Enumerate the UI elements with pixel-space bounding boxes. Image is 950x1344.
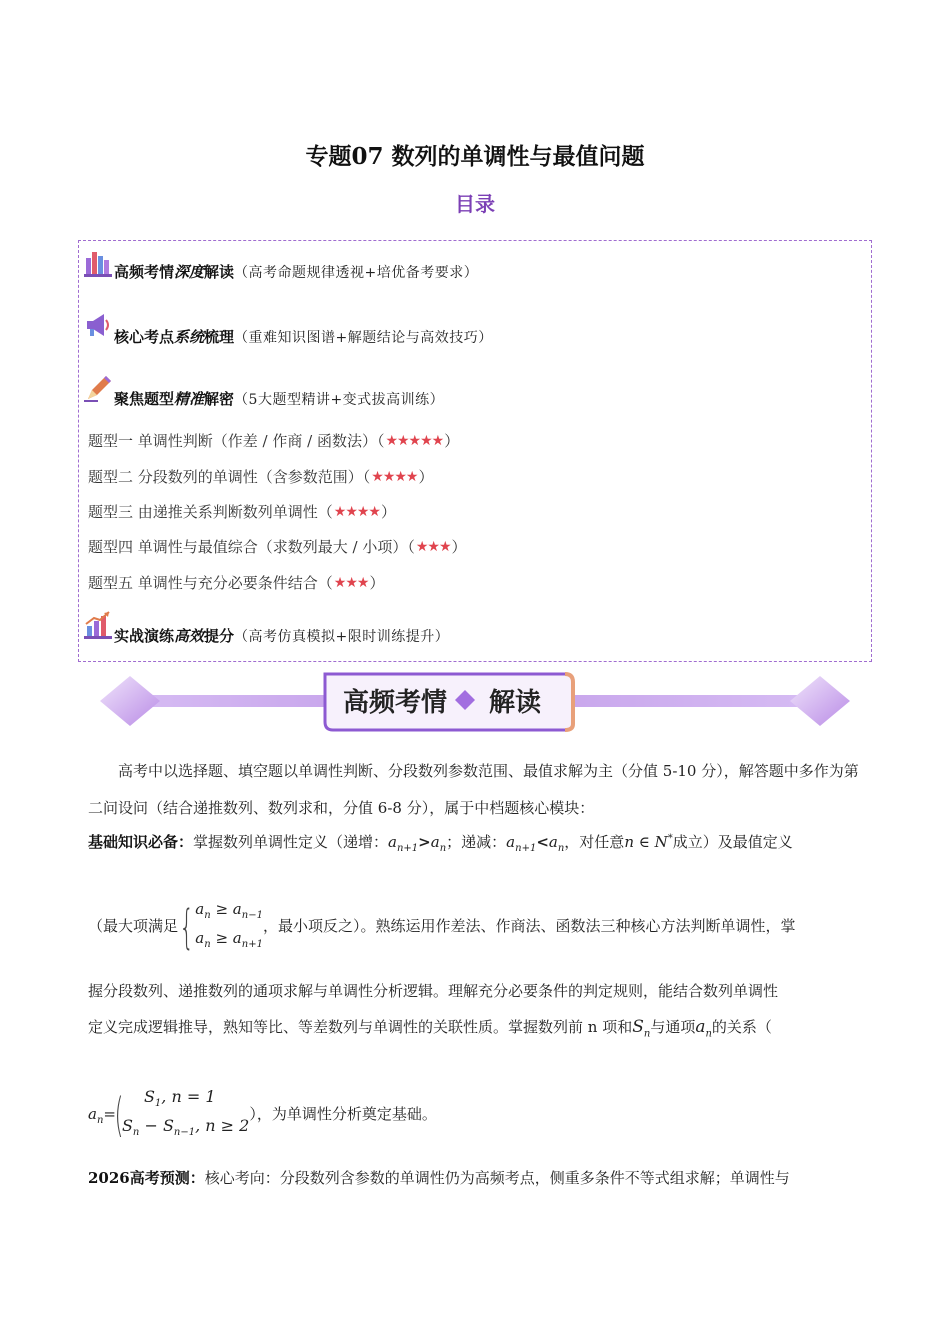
basics-paragraph-line3: 握分段数列、递推数列的通项求解与单调性分析逻辑。理解充分必要条件的判定规则，能结合数列单调性	[88, 982, 779, 1000]
banner-title-right: 解读	[489, 688, 542, 718]
basics-paragraph-line1: 基础知识必备：掌握数列单调性定义（递增：$a_{n+1}>a_n$；递减：$a_{n+1}<a_n$，对任意n ∈ N*成立）及最值定义	[88, 833, 793, 854]
toc-item-type-2[interactable]: 题型二 分段数列的单调性（含参数范围）（ ★★★★ ）	[88, 468, 434, 486]
toc-section-heading: 实战演练高效提分	[114, 627, 235, 645]
star-rating: ★★★	[333, 574, 369, 591]
pencil-icon	[84, 373, 112, 403]
basics-paragraph-line4: 定义完成逻辑推导，熟知等比、等差数列与单调性的关联性质。掌握数列前 n 项和$S_n$与通项$a_n$的关系（	[88, 1017, 772, 1040]
toc-item-type-1[interactable]: 题型一 单调性判断（作差 / 作商 / 函数法）（ ★★★★★ ）	[88, 432, 460, 450]
toc-item-label: 题型三 由递推关系判断数列单调性（	[88, 503, 333, 521]
sn-an-relation: ( $S_1$, n = 1 $S_n - S_{n-1}$, n ≥ 2	[114, 1087, 250, 1143]
toc-section-heading: 高频考情深度解读	[114, 263, 235, 281]
toc-item-type-3[interactable]: 题型三 由递推关系判断数列单调性（ ★★★★ ）	[88, 503, 396, 521]
toc-item-label: 题型四 单调性与最值综合（求数列最大 / 小项）（	[88, 538, 415, 556]
basics-paragraph-line2: （最大项满足 { $a_n \ge a_{n-1}$ $a_n \ge a_{n+1}$ ，最小项反之）。熟练运用作差法、作商法、函数法三种核心方法判断单调性，掌	[88, 900, 796, 954]
toc-item-label: 题型二 分段数列的单调性（含参数范围）（	[88, 468, 371, 486]
toc-section-heading: 聚焦题型精准解密	[114, 390, 235, 408]
toc-item-type-4[interactable]: 题型四 单调性与最值综合（求数列最大 / 小项）（ ★★★ ）	[88, 538, 467, 556]
intro-paragraph: 高考中以选择题、填空题以单调性判断、分段数列参数范围、最值求解为主（分值 5-10 分），解答题中多作为第二问设问（结合递推数列、数列求和，分值 6-8 分），属于中档题核心模块：	[88, 762, 859, 817]
star-rating: ★★★	[415, 538, 451, 555]
megaphone-icon	[84, 311, 112, 341]
toc-section-note: （高考仿真模拟+限时训练提升）	[234, 628, 450, 645]
star-rating: ★★★★	[371, 468, 418, 485]
toc-section-types[interactable]	[84, 366, 444, 409]
toc-item-label: 题型一 单调性判断（作差 / 作商 / 函数法）（	[88, 432, 385, 450]
toc-section-core[interactable]	[84, 304, 493, 347]
toc-section-note: （重难知识图谱+解题结论与高效技巧）	[234, 329, 493, 346]
banner-title-left: 高频考情	[343, 688, 448, 718]
page-title: 专题07 数列的单调性与最值问题	[305, 143, 645, 170]
star-rating: ★★★★	[333, 503, 380, 520]
forecast-paragraph: 2026高考预测：核心考向：分段数列含参数的单调性仍为高频考点，侧重多条件不等式组求解；单调性与	[88, 1169, 790, 1187]
toc-section-trend[interactable]	[84, 243, 478, 282]
toc-section-practice[interactable]	[84, 603, 449, 646]
basics-paragraph-line5: $a_n=$ ( $S_1$, n = 1 $S_n - S_{n-1}$, n ≥ 2 ），为单调性分析奠定基础。	[88, 1086, 863, 1144]
toc-item-type-5[interactable]: 题型五 单调性与充分必要条件结合（ ★★★ ）	[88, 574, 385, 592]
max-term-condition: { $a_n \ge a_{n-1}$ $a_n \ge a_{n+1}$	[179, 900, 263, 954]
toc-section-note: （5大题型精讲+变式拔高训练）	[234, 391, 445, 408]
star-rating: ★★★★★	[385, 432, 444, 449]
toc-item-label: 题型五 单调性与充分必要条件结合（	[88, 574, 333, 592]
toc-section-heading: 核心考点系统梳理	[114, 328, 235, 346]
toc-section-note: （高考命题规律透视+培优备考要求）	[234, 264, 479, 281]
bar-chart-book-icon	[84, 248, 112, 278]
growth-chart-icon	[84, 610, 112, 640]
section-banner	[95, 668, 855, 734]
toc-heading: 目录	[455, 192, 495, 216]
